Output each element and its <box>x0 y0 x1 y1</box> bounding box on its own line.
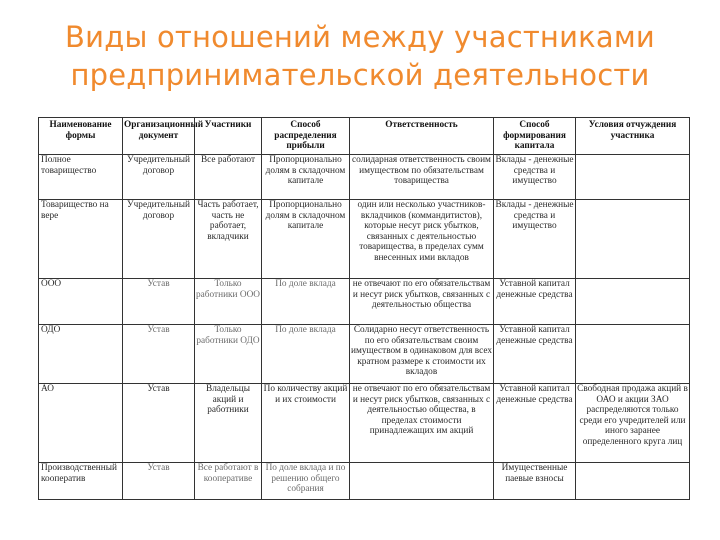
cell-doc: Учредительный договор <box>123 200 195 279</box>
cell-profit: По доле вклада <box>262 325 350 384</box>
cell-form: ОДО <box>39 325 123 384</box>
cell-capital: Имущественные паевые взносы <box>494 463 576 500</box>
cell-capital: Вклады - денежные средства и имущество <box>494 155 576 200</box>
cell-participants: Все работают <box>195 155 262 200</box>
cell-profit: По доле вклада и по решению общего собрания <box>262 463 350 500</box>
cell-alienation <box>576 279 690 325</box>
header-liability: Ответственность <box>350 118 494 155</box>
table-row <box>39 279 690 325</box>
table-row <box>39 325 690 384</box>
cell-profit: По доле вклада <box>262 279 350 325</box>
forms-comparison-table <box>38 117 690 500</box>
cell-participants: Все работают в кооперативе <box>195 463 262 500</box>
cell-liability: Солидарно несут ответственность по его обязательствам своим имуществом в одинаковом для всех кратном размере к стоимости их вкладов <box>350 325 494 384</box>
cell-doc: Устав <box>123 463 195 500</box>
header-capital: Способ формирования капитала <box>494 118 576 155</box>
slide-title <box>0 18 720 94</box>
table-header-row <box>39 118 690 155</box>
cell-capital: Уставной капитал денежные средства <box>494 384 576 463</box>
cell-alienation <box>576 325 690 384</box>
cell-alienation <box>576 155 690 200</box>
cell-profit: По количеству акций и их стоимости <box>262 384 350 463</box>
cell-form: АО <box>39 384 123 463</box>
cell-doc: Учредительный договор <box>123 155 195 200</box>
slide-title-line-1: Виды отношений между участниками <box>65 20 655 54</box>
header-doc: Организационный документ <box>123 118 195 155</box>
cell-form: Полное товарищество <box>39 155 123 200</box>
cell-capital: Уставной капитал денежные средства <box>494 325 576 384</box>
cell-doc: Устав <box>123 325 195 384</box>
cell-participants: Владельцы акций и работники <box>195 384 262 463</box>
header-alienation: Условия отчуждения участника <box>576 118 690 155</box>
cell-profit: Пропорционально долям в складочном капитале <box>262 155 350 200</box>
header-participants: Участники <box>195 118 262 155</box>
cell-alienation <box>576 200 690 279</box>
cell-form: Товарищество на вере <box>39 200 123 279</box>
cell-form: Производственный кооператив <box>39 463 123 500</box>
cell-alienation: Свободная продажа акций в ОАО и акции ЗАО распределяются только среди его учредителей или иного заранее определенного круга лиц <box>576 384 690 463</box>
cell-doc: Устав <box>123 279 195 325</box>
cell-liability: не отвечают по его обязательствам и несут риск убытков, связанных с деятельностью общества, в пределах стоимости принадлежащих им акций <box>350 384 494 463</box>
table-row <box>39 384 690 463</box>
cell-participants: Часть работает, часть не работает, вкладчики <box>195 200 262 279</box>
header-form: Наименование формы <box>39 118 123 155</box>
table-row <box>39 463 690 500</box>
table-row <box>39 155 690 200</box>
cell-doc: Устав <box>123 384 195 463</box>
cell-liability: не отвечают по его обязательствам и несут риск убытков, связанных с деятельностью общества <box>350 279 494 325</box>
table-row <box>39 200 690 279</box>
cell-liability: солидарная ответственность своим имуществом по обязательствам товарищества <box>350 155 494 200</box>
header-profit: Способ распределения прибыли <box>262 118 350 155</box>
cell-profit: Пропорционально долям в складочном капитале <box>262 200 350 279</box>
cell-capital: Уставной капитал денежные средства <box>494 279 576 325</box>
cell-alienation <box>576 463 690 500</box>
cell-liability: один или несколько участников-вкладчиков (коммандитистов), которые несут риск убытков, связанных с деятельностью товарищества, в пределах сумм внесенных ими вкладов <box>350 200 494 279</box>
cell-participants: Только работники ООО <box>195 279 262 325</box>
cell-form: ООО <box>39 279 123 325</box>
cell-capital: Вклады - денежные средства и имущество <box>494 200 576 279</box>
slide-title-line-2: предпринимательской деятельности <box>70 58 650 92</box>
cell-participants: Только работники ОДО <box>195 325 262 384</box>
cell-liability <box>350 463 494 500</box>
